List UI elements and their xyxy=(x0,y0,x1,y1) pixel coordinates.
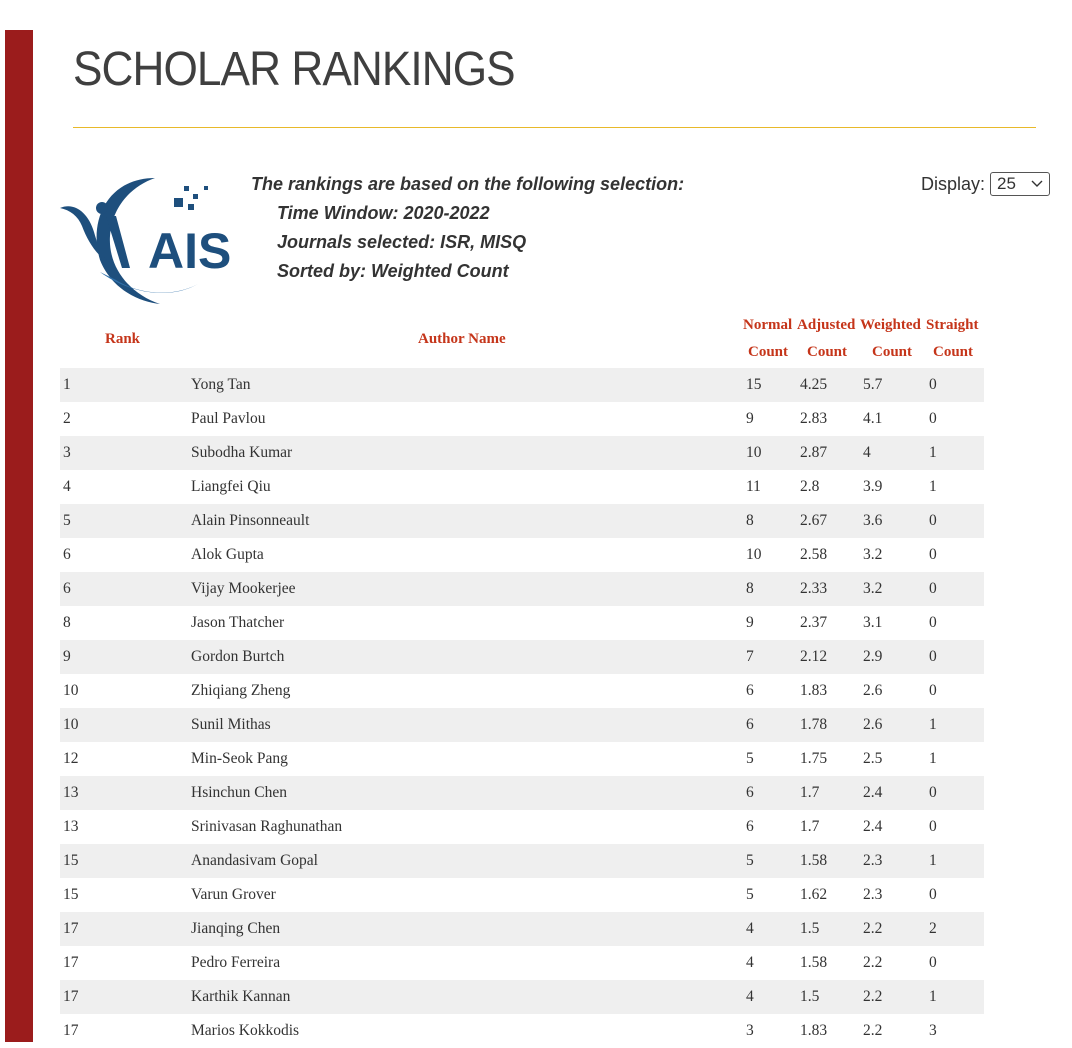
selection-summary xyxy=(251,172,684,288)
adjusted-count-cell: 1.5 xyxy=(800,988,820,1005)
author-name-cell: Subodha Kumar xyxy=(191,444,293,461)
adjusted-count-cell: 2.87 xyxy=(800,444,828,461)
adjusted-count-cell: 2.37 xyxy=(800,614,828,631)
table-row xyxy=(60,1014,984,1048)
table-row xyxy=(60,844,984,878)
author-name-cell: Gordon Burtch xyxy=(191,648,285,665)
adjusted-count-cell: 1.75 xyxy=(800,750,828,767)
adjusted-count-cell: 2.67 xyxy=(800,512,828,529)
display-control xyxy=(921,172,1050,196)
adjusted-count-cell: 1.83 xyxy=(800,682,828,699)
normal-count-cell: 4 xyxy=(746,920,754,937)
table-row xyxy=(60,368,984,402)
weighted-count-cell: 4.1 xyxy=(863,410,883,427)
author-name-cell: Zhiqiang Zheng xyxy=(191,682,291,699)
adjusted-count-cell: 2.83 xyxy=(800,410,828,427)
rank-cell: 6 xyxy=(63,546,71,563)
header-straight-line2: Count xyxy=(933,344,974,360)
normal-count-cell: 5 xyxy=(746,886,754,903)
page-title: SCHOLAR RANKINGS xyxy=(73,43,515,96)
straight-count-cell: 2 xyxy=(929,920,937,937)
rank-cell: 17 xyxy=(63,920,79,937)
weighted-count-cell: 2.2 xyxy=(863,920,883,937)
table-row xyxy=(60,402,984,436)
display-count-select[interactable] xyxy=(990,172,1050,196)
straight-count-cell: 0 xyxy=(929,410,937,427)
normal-count-cell: 6 xyxy=(746,784,754,801)
adjusted-count-cell: 2.8 xyxy=(800,478,820,495)
header-rank[interactable]: Rank xyxy=(105,331,141,347)
weighted-count-cell: 2.3 xyxy=(863,886,883,903)
table-row xyxy=(60,980,984,1014)
table-row xyxy=(60,572,984,606)
weighted-count-cell: 2.6 xyxy=(863,682,883,699)
normal-count-cell: 3 xyxy=(746,1022,754,1039)
header-straight-count[interactable] xyxy=(926,317,979,361)
table-row xyxy=(60,470,984,504)
straight-count-cell: 0 xyxy=(929,546,937,563)
adjusted-count-cell: 1.58 xyxy=(800,954,828,971)
table-row xyxy=(60,436,984,470)
weighted-count-cell: 2.3 xyxy=(863,852,883,869)
author-name-cell: Alain Pinsonneault xyxy=(191,512,310,529)
table-row xyxy=(60,742,984,776)
straight-count-cell: 1 xyxy=(929,444,937,461)
rank-cell: 9 xyxy=(63,648,71,665)
table-row xyxy=(60,878,984,912)
time-window: Time Window: 2020-2022 xyxy=(277,203,490,223)
table-row xyxy=(60,776,984,810)
rank-cell: 17 xyxy=(63,1022,79,1039)
weighted-count-cell: 2.5 xyxy=(863,750,883,767)
normal-count-cell: 5 xyxy=(746,750,754,767)
table-row xyxy=(60,708,984,742)
normal-count-cell: 9 xyxy=(746,410,754,427)
header-adjusted-count[interactable] xyxy=(797,317,855,361)
straight-count-cell: 0 xyxy=(929,580,937,597)
rank-cell: 17 xyxy=(63,954,79,971)
straight-count-cell: 0 xyxy=(929,614,937,631)
selection-heading: The rankings are based on the following selection: xyxy=(251,174,685,194)
header-normal-line2: Count xyxy=(748,344,789,360)
header-adjusted-line2: Count xyxy=(807,344,848,360)
table-row xyxy=(60,504,984,538)
left-accent-bar xyxy=(5,30,33,1042)
journals-selected: Journals selected: ISR, MISQ xyxy=(277,232,527,252)
straight-count-cell: 0 xyxy=(929,648,937,665)
rank-cell: 13 xyxy=(63,784,79,801)
normal-count-cell: 6 xyxy=(746,818,754,835)
straight-count-cell: 1 xyxy=(929,852,937,869)
adjusted-count-cell: 1.58 xyxy=(800,852,828,869)
author-name-cell: Karthik Kannan xyxy=(191,988,291,1005)
straight-count-cell: 0 xyxy=(929,512,937,529)
table-row xyxy=(60,946,984,980)
author-name-cell: Sunil Mithas xyxy=(191,716,271,733)
weighted-count-cell: 2.2 xyxy=(863,988,883,1005)
rank-cell: 10 xyxy=(63,682,79,699)
straight-count-cell: 0 xyxy=(929,682,937,699)
rank-cell: 12 xyxy=(63,750,79,767)
adjusted-count-cell: 2.58 xyxy=(800,546,828,563)
weighted-count-cell: 2.2 xyxy=(863,1022,883,1039)
rank-cell: 15 xyxy=(63,886,79,903)
title-divider xyxy=(73,127,1036,128)
adjusted-count-cell: 1.7 xyxy=(800,818,820,835)
normal-count-cell: 4 xyxy=(746,988,754,1005)
normal-count-cell: 6 xyxy=(746,682,754,699)
straight-count-cell: 1 xyxy=(929,478,937,495)
header-author-name[interactable]: Author Name xyxy=(418,331,506,347)
straight-count-cell: 0 xyxy=(929,886,937,903)
author-name-cell: Anandasivam Gopal xyxy=(191,852,318,869)
rank-cell: 3 xyxy=(63,444,71,461)
author-name-cell: Min-Seok Pang xyxy=(191,750,288,767)
ais-logo xyxy=(60,172,230,308)
straight-count-cell: 0 xyxy=(929,376,937,393)
straight-count-cell: 0 xyxy=(929,784,937,801)
author-name-cell: Hsinchun Chen xyxy=(191,784,288,801)
header-weighted-count[interactable] xyxy=(860,317,921,361)
straight-count-cell: 1 xyxy=(929,988,937,1005)
weighted-count-cell: 3.6 xyxy=(863,512,883,529)
weighted-count-cell: 2.4 xyxy=(863,784,883,801)
header-weighted-line2: Count xyxy=(872,344,913,360)
logo-text: AIS xyxy=(148,223,230,279)
straight-count-cell: 3 xyxy=(929,1022,937,1039)
rank-cell: 17 xyxy=(63,988,79,1005)
adjusted-count-cell: 1.62 xyxy=(800,886,828,903)
author-name-cell: Alok Gupta xyxy=(191,546,264,563)
author-name-cell: Varun Grover xyxy=(191,886,276,903)
adjusted-count-cell: 1.83 xyxy=(800,1022,828,1039)
rank-cell: 8 xyxy=(63,614,71,631)
weighted-count-cell: 2.2 xyxy=(863,954,883,971)
header-straight-line1: Straight xyxy=(926,317,979,333)
author-name-cell: Liangfei Qiu xyxy=(191,478,271,495)
rank-cell: 10 xyxy=(63,716,79,733)
author-name-cell: Vijay Mookerjee xyxy=(191,580,296,597)
normal-count-cell: 9 xyxy=(746,614,754,631)
normal-count-cell: 6 xyxy=(746,716,754,733)
author-name-cell: Pedro Ferreira xyxy=(191,954,281,971)
adjusted-count-cell: 2.12 xyxy=(800,648,828,665)
normal-count-cell: 10 xyxy=(746,444,762,461)
weighted-count-cell: 5.7 xyxy=(863,376,883,393)
rank-cell: 4 xyxy=(63,478,71,495)
author-name-cell: Paul Pavlou xyxy=(191,410,266,427)
header-weighted-line1: Weighted xyxy=(860,317,921,333)
straight-count-cell: 0 xyxy=(929,818,937,835)
weighted-count-cell: 2.9 xyxy=(863,648,883,665)
table-row xyxy=(60,606,984,640)
header-normal-line1: Normal xyxy=(743,317,793,333)
adjusted-count-cell: 4.25 xyxy=(800,376,828,393)
normal-count-cell: 5 xyxy=(746,852,754,869)
adjusted-count-cell: 2.33 xyxy=(800,580,828,597)
straight-count-cell: 1 xyxy=(929,716,937,733)
rankings-table-body xyxy=(60,368,984,1048)
weighted-count-cell: 3.2 xyxy=(863,580,883,597)
normal-count-cell: 15 xyxy=(746,376,762,393)
header-normal-count[interactable] xyxy=(743,317,792,361)
weighted-count-cell: 2.4 xyxy=(863,818,883,835)
table-row xyxy=(60,640,984,674)
author-name-cell: Marios Kokkodis xyxy=(191,1022,300,1039)
weighted-count-cell: 3.1 xyxy=(863,614,883,631)
adjusted-count-cell: 1.5 xyxy=(800,920,820,937)
header-adjusted-line1: Adjusted xyxy=(797,317,856,333)
table-row xyxy=(60,810,984,844)
table-row xyxy=(60,674,984,708)
rank-cell: 5 xyxy=(63,512,71,529)
weighted-count-cell: 3.2 xyxy=(863,546,883,563)
display-label: Display: xyxy=(921,173,986,194)
normal-count-cell: 8 xyxy=(746,580,754,597)
weighted-count-cell: 3.9 xyxy=(863,478,883,495)
adjusted-count-cell: 1.7 xyxy=(800,784,820,801)
normal-count-cell: 4 xyxy=(746,954,754,971)
author-name-cell: Yong Tan xyxy=(191,376,251,393)
rank-cell: 2 xyxy=(63,410,71,427)
weighted-count-cell: 4 xyxy=(863,444,871,461)
normal-count-cell: 10 xyxy=(746,546,762,563)
author-name-cell: Srinivasan Raghunathan xyxy=(191,818,343,835)
sorted-by: Sorted by: Weighted Count xyxy=(277,261,509,281)
table-header xyxy=(60,312,984,368)
straight-count-cell: 1 xyxy=(929,750,937,767)
straight-count-cell: 0 xyxy=(929,954,937,971)
table-row xyxy=(60,538,984,572)
rank-cell: 13 xyxy=(63,818,79,835)
chevron-down-icon xyxy=(1031,180,1043,188)
author-name-cell: Jason Thatcher xyxy=(191,614,285,631)
display-selected-value: 25 xyxy=(997,174,1016,193)
normal-count-cell: 8 xyxy=(746,512,754,529)
normal-count-cell: 7 xyxy=(746,648,754,665)
normal-count-cell: 11 xyxy=(746,478,761,495)
rank-cell: 6 xyxy=(63,580,71,597)
weighted-count-cell: 2.6 xyxy=(863,716,883,733)
rank-cell: 1 xyxy=(63,376,71,393)
table-row xyxy=(60,912,984,946)
author-name-cell: Jianqing Chen xyxy=(191,920,281,937)
adjusted-count-cell: 1.78 xyxy=(800,716,828,733)
rank-cell: 15 xyxy=(63,852,79,869)
